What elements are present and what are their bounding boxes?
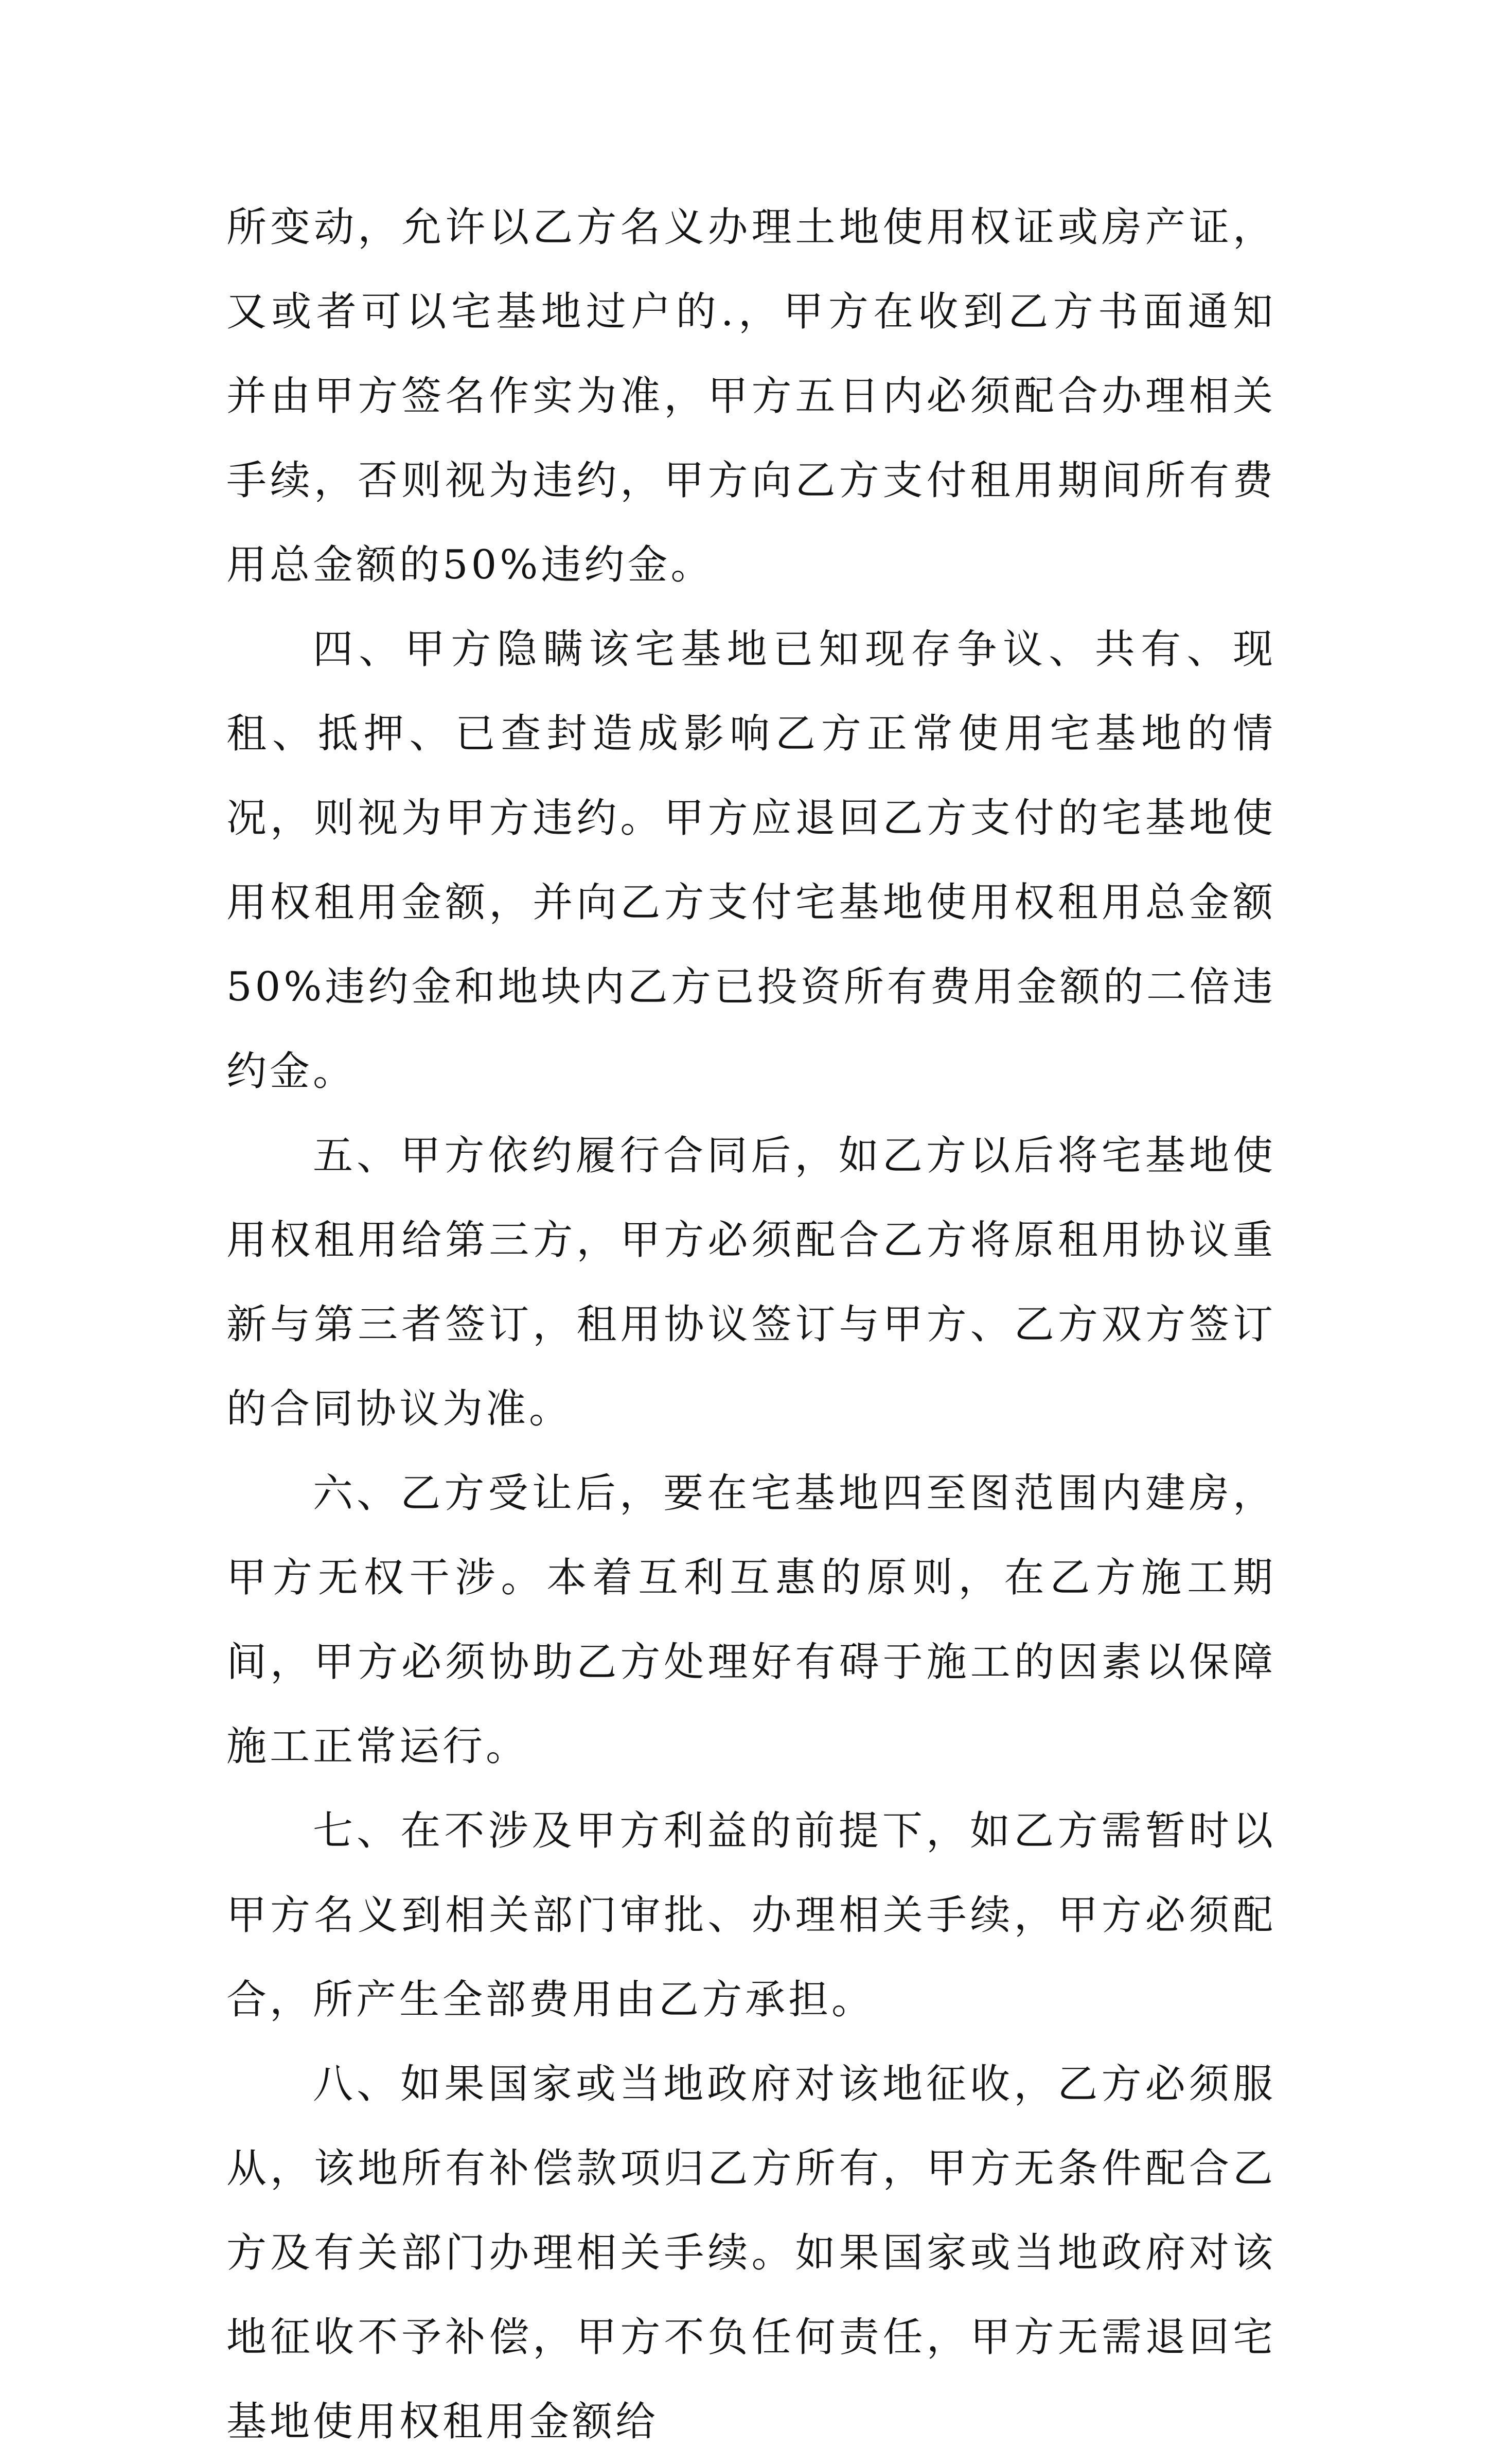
clause-six: 六、乙方受让后，要在宅基地四至图范围内建房，甲方无权干涉。本着互利互惠的原则，在乙方施工期间，甲方必须协助乙方处理好有碍于施工的因素以保障施工正常运行。 (226, 1470, 1276, 1770)
clause-eight: 八、如果国家或当地政府对该地征收，乙方必须服从，该地所有补偿款项归乙方所有，甲方无条件配合乙方及有关部门办理相关手续。如果国家或当地政府对该地征收不予补偿，甲方不负任何责任，甲方无需退回宅基地使用权租用金额给 (226, 2061, 1276, 2445)
clause-five: 五、甲方依约履行合同后，如乙方以后将宅基地使用权租用给第三方，甲方必须配合乙方将原租用协议重新与第三者签订，租用协议签订与甲方、乙方双方签订的合同协议为准。 (226, 1133, 1276, 1432)
contract-body (226, 185, 1276, 2464)
clause-seven: 七、在不涉及甲方利益的前提下，如乙方需暂时以甲方名义到相关部门审批、办理相关手续，甲方必须配合，所产生全部费用由乙方承担。 (226, 1808, 1276, 2023)
clause-four: 四、甲方隐瞒该宅基地已知现存争议、共有、现租、抵押、已查封造成影响乙方正常使用宅基地的情况，则视为甲方违约。甲方应退回乙方支付的宅基地使用权租用金额，并向乙方支付宅基地使用权租用总金额50%违约金和地块内乙方已投资所有费用金额的二倍违约金。 (226, 626, 1276, 1095)
paragraph-continuation: 所变动，允许以乙方名义办理土地使用权证或房产证，又或者可以宅基地过户的.，甲方在收到乙方书面通知并由甲方签名作实为准，甲方五日内必须配合办理相关手续，否则视为违约，甲方向乙方支付租用期间所有费用总金额的50%违约金。 (226, 204, 1276, 588)
